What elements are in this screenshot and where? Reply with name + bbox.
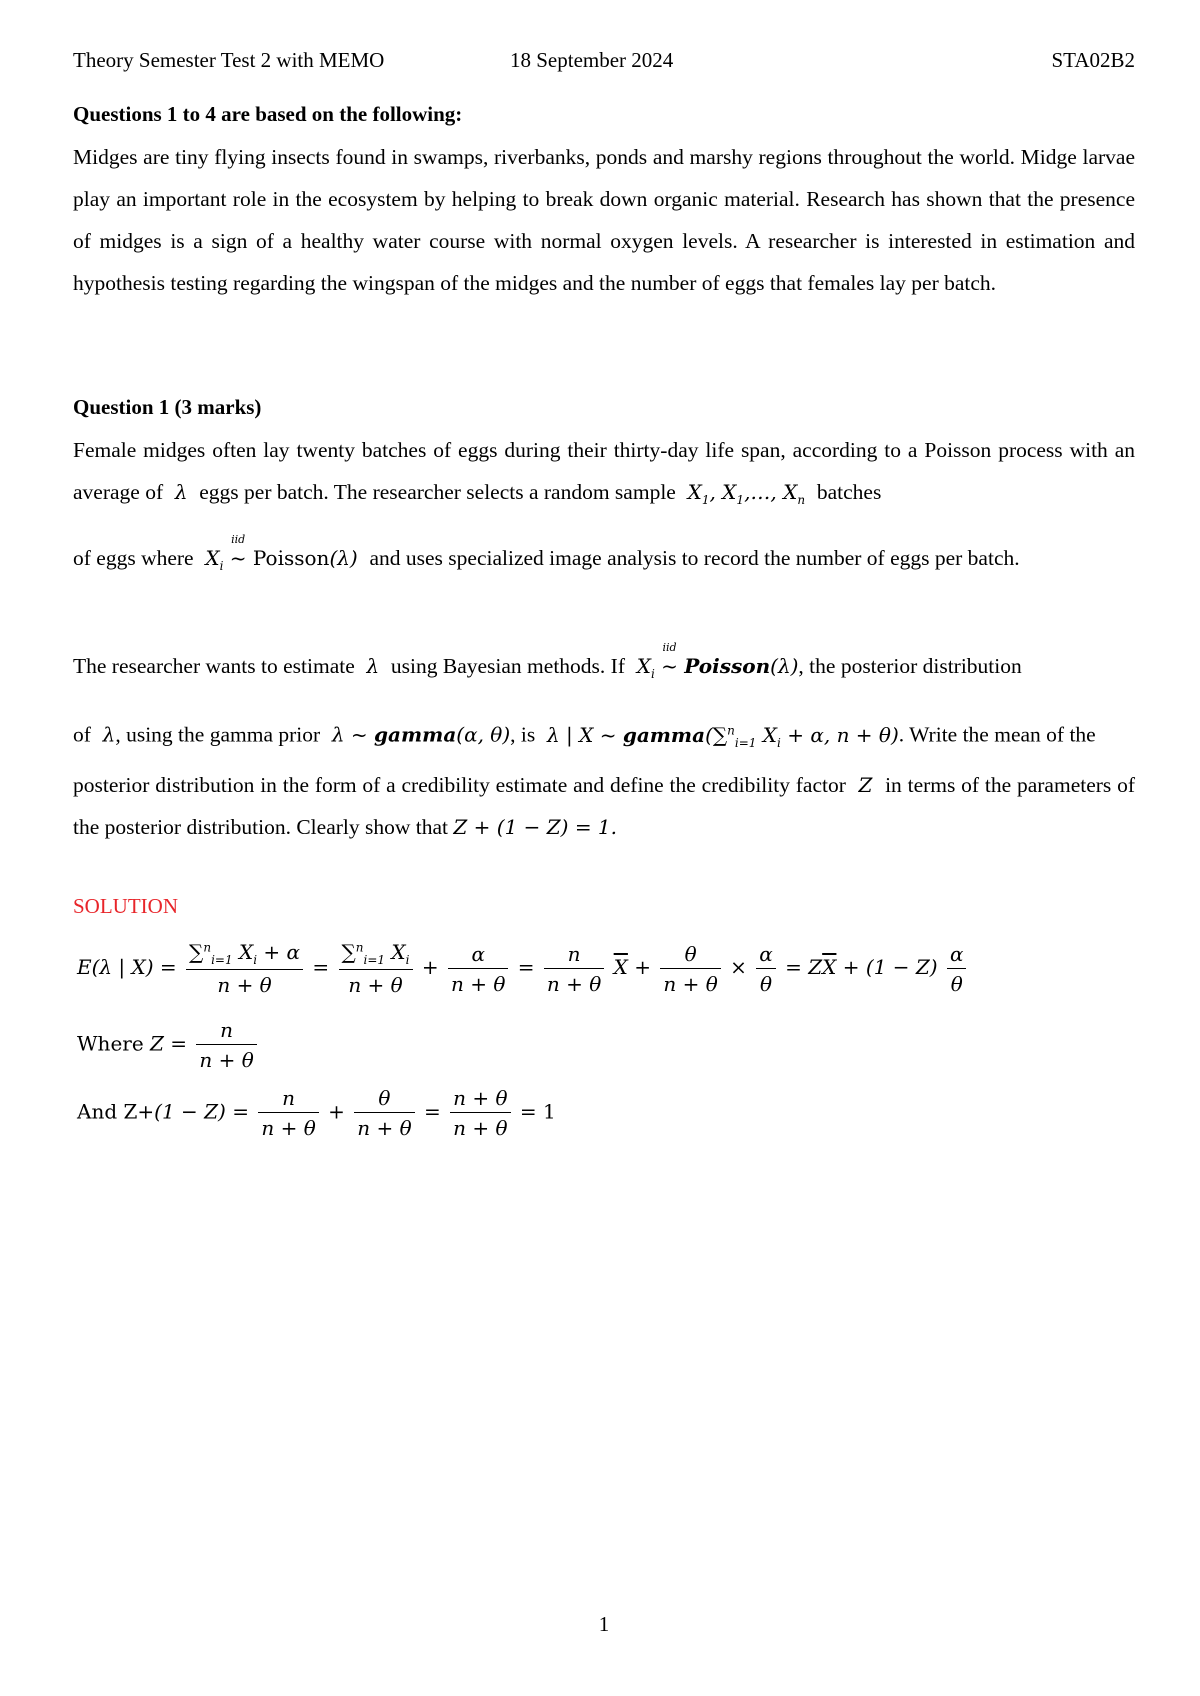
gamma-prior: λ ~ gamma(α, θ) [325, 722, 511, 747]
q1-text-a: Female midges often lay twenty batches of eggs during their thirty-day life span, according to a Poisson process with an average of [73, 438, 1135, 504]
fraction-7: $\frac{\alpha}{\theta}$ [947, 942, 967, 996]
q1-text-d: of eggs where [73, 546, 194, 570]
fraction-5: $\frac{\theta}{n + \theta}$ [660, 942, 720, 996]
header-date: 18 September 2024 [510, 48, 674, 72]
lambda-symbol: λ [168, 480, 194, 504]
poisson-notation-2: $X_i$ ~ iid Poisson(λ) [630, 641, 799, 681]
q1-line-3 [73, 533, 1135, 587]
page-number: 1 [598, 1612, 610, 1636]
q1-text-n: in terms of the parameters of the posterior distribution. Clearly show that [73, 772, 1136, 839]
poisson-notation: $X_i$ ~ iid Poisson(λ) [198, 533, 365, 573]
and-label: And [77, 1099, 118, 1124]
q1-text-l: . Write the mean of the [898, 722, 1096, 747]
posterior-mean-equation: E(λ | X) = $\frac{\sum^n_{i=1} X_i + \alpha}{n + \theta}$ = $\frac{\sum^n_{i=1} X_i}{n + \theta}$ + $\frac{\alpha}{n + \theta}$ = $\frac{n}{n + \theta}$ $\overline{X}$ + $\frac{\theta}{n + \theta}$ × $\frac{\alpha}{\theta}$ = $Z\overline{X} + (1 - Z)$ $\frac{\alpha}{\theta}$ [77, 940, 969, 997]
fraction-6: $\frac{\alpha}{\theta}$ [756, 942, 776, 996]
q1-text-e: and uses specialized image analysis to record the number of eggs per batch. [369, 546, 1020, 570]
intro-paragraph: Midges are tiny flying insects found in swamps, riverbanks, ponds and marshy regions throughout the world. Midge larvae play an important role in the ecosystem by helping to break down organic material. Research has shown that the presence of midges is a sign of a healthy water course with normal oxygen levels. A researcher is interested in estimation and hypothesis testing regarding the wingspan of the midges and the number of eggs that females lay per batch. [73, 145, 1135, 295]
q1-text-g: using Bayesian methods. If [390, 654, 625, 678]
identity-expression: Z + (1 − Z) = 1. [453, 814, 618, 839]
header-course-code: STA02B2 [1051, 48, 1135, 72]
document-page [73, 0, 1135, 1696]
lambda-symbol-2: λ [360, 654, 386, 678]
sample-notation: $X_1$, $X_1,\dots$, $X_n$ [681, 480, 806, 507]
question-1-heading: Question 1 (3 marks) [73, 395, 262, 419]
question-1-paragraph-2 [73, 641, 1136, 848]
q1-text-b: eggs per batch. The researcher selects a random sample [199, 480, 676, 504]
fraction-1: $\frac{\sum^n_{i=1} X_i + \alpha}{n + \theta}$ [186, 940, 303, 997]
q1-text-f: The researcher wants to estimate [73, 654, 355, 678]
header-course-title: Theory Semester Test 2 with MEMO [73, 48, 385, 72]
q1-text-k: , is [510, 722, 536, 747]
q1-text-i: of [73, 722, 91, 747]
lambda-symbol-3: λ [96, 722, 116, 747]
q1-text-j: , using the gamma prior [115, 722, 321, 747]
intro-heading: Questions 1 to 4 are based on the following: [73, 102, 463, 126]
fraction-3: $\frac{\alpha}{n + \theta}$ [448, 942, 508, 996]
q1-prior-line [73, 709, 1135, 764]
identity-proof: And Z+(1 − Z) = $\frac{n}{n + \theta}$ + $\frac{\theta}{n + \theta}$ = $\frac{n + \theta}{n + \theta}$ = 1 [77, 1086, 556, 1140]
solution-label: SOLUTION [73, 894, 178, 918]
z-fraction: $\frac{n}{n + \theta}$ [196, 1018, 256, 1072]
where-label: Where [77, 1031, 144, 1056]
q1-text-h: , the posterior distribution [798, 654, 1022, 678]
q1-text-c: batches [816, 480, 882, 504]
q1-text-m: posterior distribution in the form of a credibility estimate and define the credibility factor [73, 772, 846, 797]
proof-fraction-2: $\frac{\theta}{n + \theta}$ [354, 1086, 414, 1140]
expectation-lhs: E(λ | X) = [77, 955, 177, 979]
z-definition: Where Z = $\frac{n}{n + \theta}$ [77, 1018, 260, 1072]
question-1-paragraph-1 [73, 429, 1135, 587]
z-symbol: Z [851, 772, 880, 797]
fraction-4: $\frac{n}{n + \theta}$ [544, 942, 604, 996]
posterior-notation: λ | X ~ gamma(∑$^n_{i=1}$ $X_i + \alpha$, n + θ) [540, 722, 899, 750]
proof-fraction-3: $\frac{n + \theta}{n + \theta}$ [450, 1086, 510, 1140]
proof-fraction-1: $\frac{n}{n + \theta}$ [258, 1086, 318, 1140]
fraction-2: $\frac{\sum^n_{i=1} X_i}{n + \theta}$ [339, 940, 413, 997]
page-header [73, 48, 1135, 76]
